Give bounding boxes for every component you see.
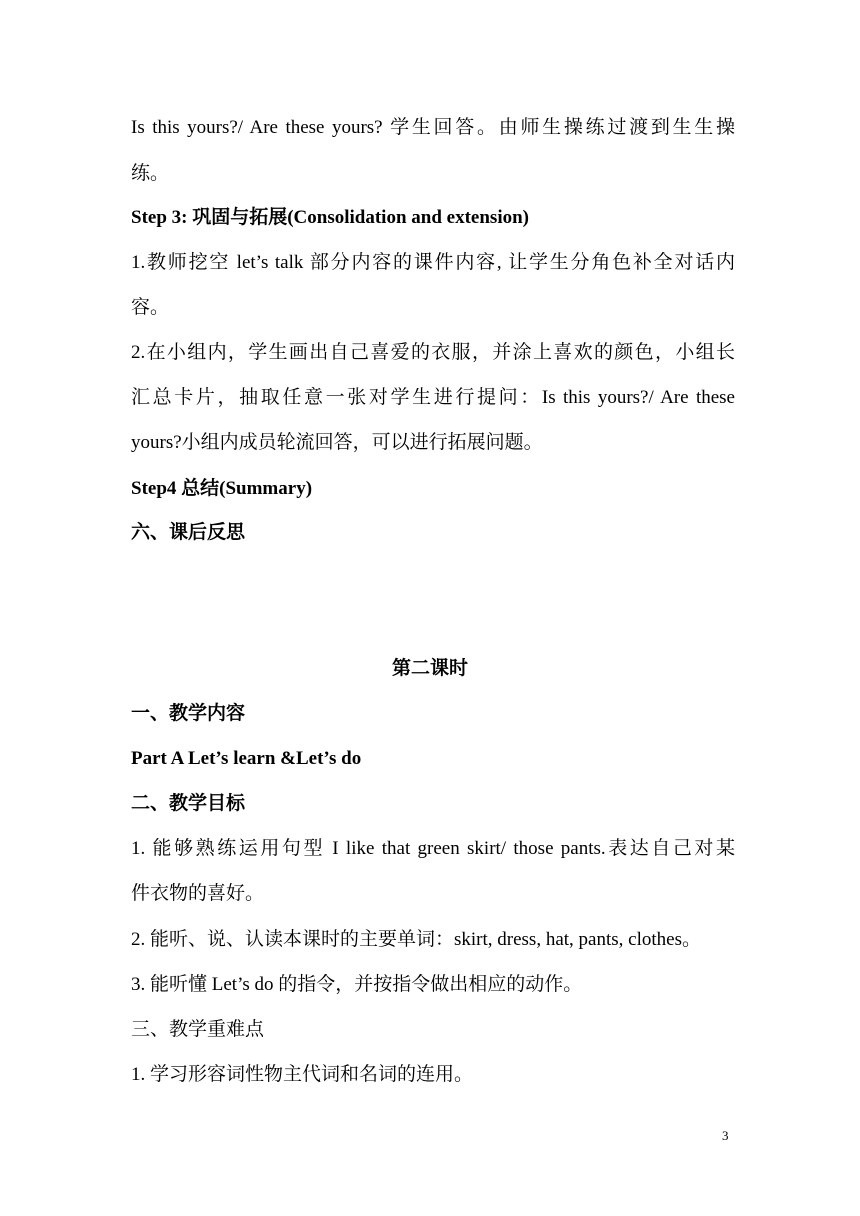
paragraph-line: yours?小组内成员轮流回答，可以进行拓展问题。 — [131, 432, 543, 453]
paragraph-line: 2.在小组内，学生画出自己喜爱的衣服，并涂上喜欢的颜色，小组长 — [131, 342, 735, 363]
paragraph-line: 1. 学习形容词性物主代词和名词的连用。 — [131, 1064, 474, 1085]
section-heading: 六、课后反思 — [131, 522, 246, 543]
paragraph-line: 2. 能听、说、认读本课时的主要单词：skirt, dress, hat, pants, clothes。 — [131, 929, 701, 950]
section-heading: 一、教学内容 — [131, 703, 246, 724]
step-heading: Step4 总结(Summary) — [131, 478, 313, 499]
paragraph-line: 容。 — [131, 297, 170, 318]
section-heading: 二、教学目标 — [131, 793, 246, 814]
section-heading: Part A Let’s learn &Let’s do — [131, 748, 362, 769]
section-heading: 三、教学重难点 — [131, 1019, 265, 1040]
paragraph-line: 件衣物的喜好。 — [131, 883, 265, 904]
paragraph-line: 1. 能够熟练运用句型 I like that green skirt/ those pants.表达自己对某 — [131, 838, 735, 859]
step-heading: Step 3: 巩固与拓展(Consolidation and extension) — [131, 207, 529, 228]
lesson-title: 第二课时 — [391, 658, 468, 679]
paragraph-line: 1.教师挖空 let’s talk 部分内容的课件内容, 让学生分角色补全对话内 — [131, 252, 735, 273]
paragraph-line: 练。 — [131, 163, 170, 184]
paragraph-line: Is this yours?/ Are these yours? 学生回答。由师生操练过渡到生生操 — [131, 117, 735, 138]
paragraph-line: 3. 能听懂 Let’s do 的指令，并按指令做出相应的动作。 — [131, 974, 583, 995]
paragraph-line: 汇总卡片，抽取任意一张对学生进行提问：Is this yours?/ Are these — [131, 387, 735, 408]
page-number: 3 — [722, 1128, 729, 1143]
